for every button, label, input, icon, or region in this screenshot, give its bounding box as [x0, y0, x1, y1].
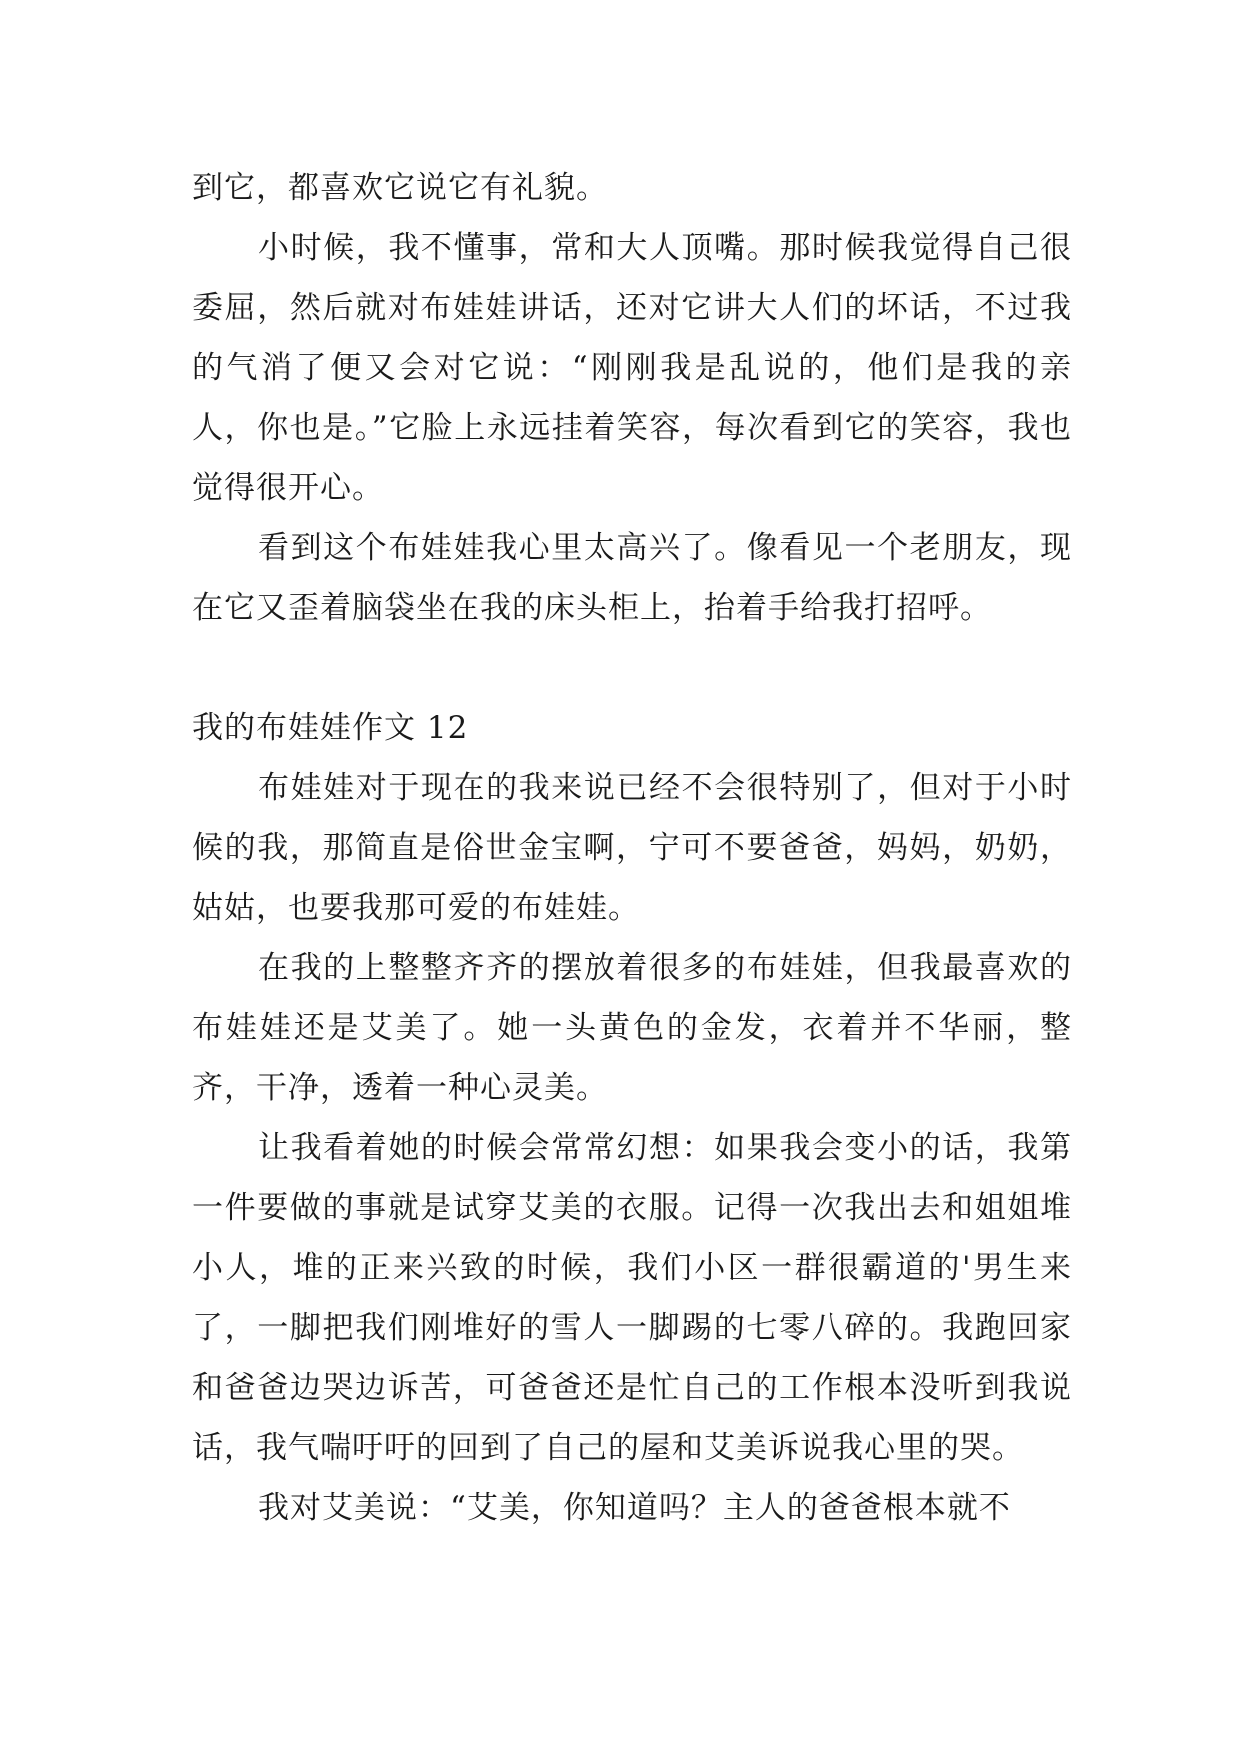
paragraph-aimei: 在我的上整整齐齐的摆放着很多的布娃娃，但我最喜欢的布娃娃还是艾美了。她一头黄色的金发，衣着并不华丽，整齐，干净，透着一种心灵美。 [192, 950, 1072, 1106]
paragraph-intro: 布娃娃对于现在的我来说已经不会很特别了，但对于小时候的我，那简直是俗世金宝啊，宁可不要爸爸，妈妈，奶奶，姑姑，也要我那可爱的布娃娃。 [192, 770, 1072, 926]
paragraph-continuation: 到它，都喜欢它说它有礼貌。 [192, 170, 608, 206]
document-body [192, 158, 1072, 1538]
section-title: 我的布娃娃作文 12 [192, 710, 469, 746]
paragraph-story: 让我看着她的时候会常常幻想：如果我会变小的话，我第一件要做的事就是试穿艾美的衣服。记得一次我出去和姐姐堆小人，堆的正来兴致的时候，我们小区一群很霸道的'男生来了，一脚把我们刚堆好的雪人一脚踢的七零八碎的。我跑回家和爸爸边哭边诉苦，可爸爸还是忙自己的工作根本没听到我说话，我气喘吁吁的回到了自己的屋和艾美诉说我心里的哭。 [192, 1130, 1072, 1466]
paragraph-dialogue: 我对艾美说：“艾美，你知道吗？主人的爸爸根本就不 [258, 1490, 1011, 1526]
paragraph-reunion: 看到这个布娃娃我心里太高兴了。像看见一个老朋友，现在它又歪着脑袋坐在我的床头柜上，抬着手给我打招呼。 [192, 530, 1072, 626]
paragraph-childhood: 小时候，我不懂事，常和大人顶嘴。那时候我觉得自己很委屈，然后就对布娃娃讲话，还对它讲大人们的坏话，不过我的气消了便又会对它说：“刚刚我是乱说的，他们是我的亲人，你也是。”它脸上永远挂着笑容，每次看到它的笑容，我也觉得很开心。 [192, 230, 1072, 506]
